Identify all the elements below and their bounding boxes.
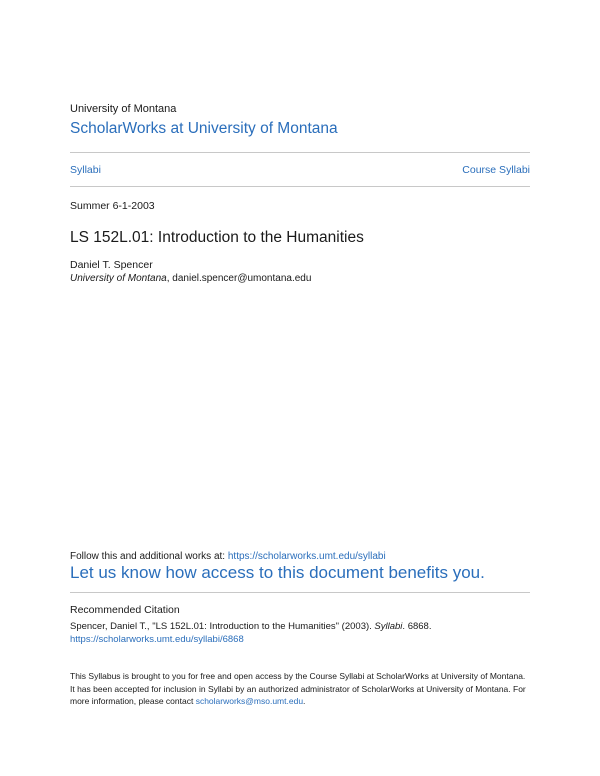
- citation-link[interactable]: https://scholarworks.umt.edu/syllabi/6868: [70, 634, 244, 645]
- cover-page: [70, 0, 530, 776]
- citation-number: . 6868.: [402, 621, 432, 632]
- citation-text: [70, 620, 530, 646]
- access-note: [70, 670, 532, 708]
- citation-journal: Syllabi: [374, 621, 403, 632]
- document-title: LS 152L.01: Introduction to the Humanities: [70, 229, 364, 246]
- citation-heading: Recommended Citation: [70, 604, 180, 616]
- divider: [70, 592, 530, 593]
- author-affiliation: University of Montana, daniel.spencer@umontana.edu: [70, 273, 312, 284]
- follow-line: [70, 551, 386, 562]
- author-name: Daniel T. Spencer: [70, 259, 153, 271]
- follow-text: Follow this and additional works at:: [70, 551, 228, 562]
- university-name: University of Montana: [70, 103, 177, 115]
- access-note-end: .: [303, 696, 306, 706]
- contact-email-link[interactable]: scholarworks@mso.umt.edu: [195, 696, 304, 706]
- author-email: daniel.spencer@umontana.edu: [172, 273, 312, 284]
- divider: [70, 152, 530, 153]
- syllabi-link[interactable]: Syllabi: [70, 164, 101, 176]
- course-syllabi-link[interactable]: Course Syllabi: [462, 164, 530, 176]
- publication-date: Summer 6-1-2003: [70, 200, 155, 212]
- citation-body: Spencer, Daniel T., "LS 152L.01: Introduction to the Humanities" (2003).: [70, 621, 375, 632]
- institution-name: University of Montana: [70, 273, 167, 284]
- access-note-text: This Syllabus is brought to you for free and open access by the Course Syllabi at ScholarWorks at University of Montana. It has been accepted for inclusion in Syllabi by an authorized administrator of ScholarWorks at University of Montana. For more information, please contact: [70, 671, 526, 706]
- divider: [70, 186, 530, 187]
- benefits-feedback-link[interactable]: Let us know how access to this document benefits you.: [70, 563, 485, 582]
- syllabi-collection-link[interactable]: https://scholarworks.umt.edu/syllabi: [227, 551, 386, 562]
- repository-link[interactable]: ScholarWorks at University of Montana: [70, 120, 338, 137]
